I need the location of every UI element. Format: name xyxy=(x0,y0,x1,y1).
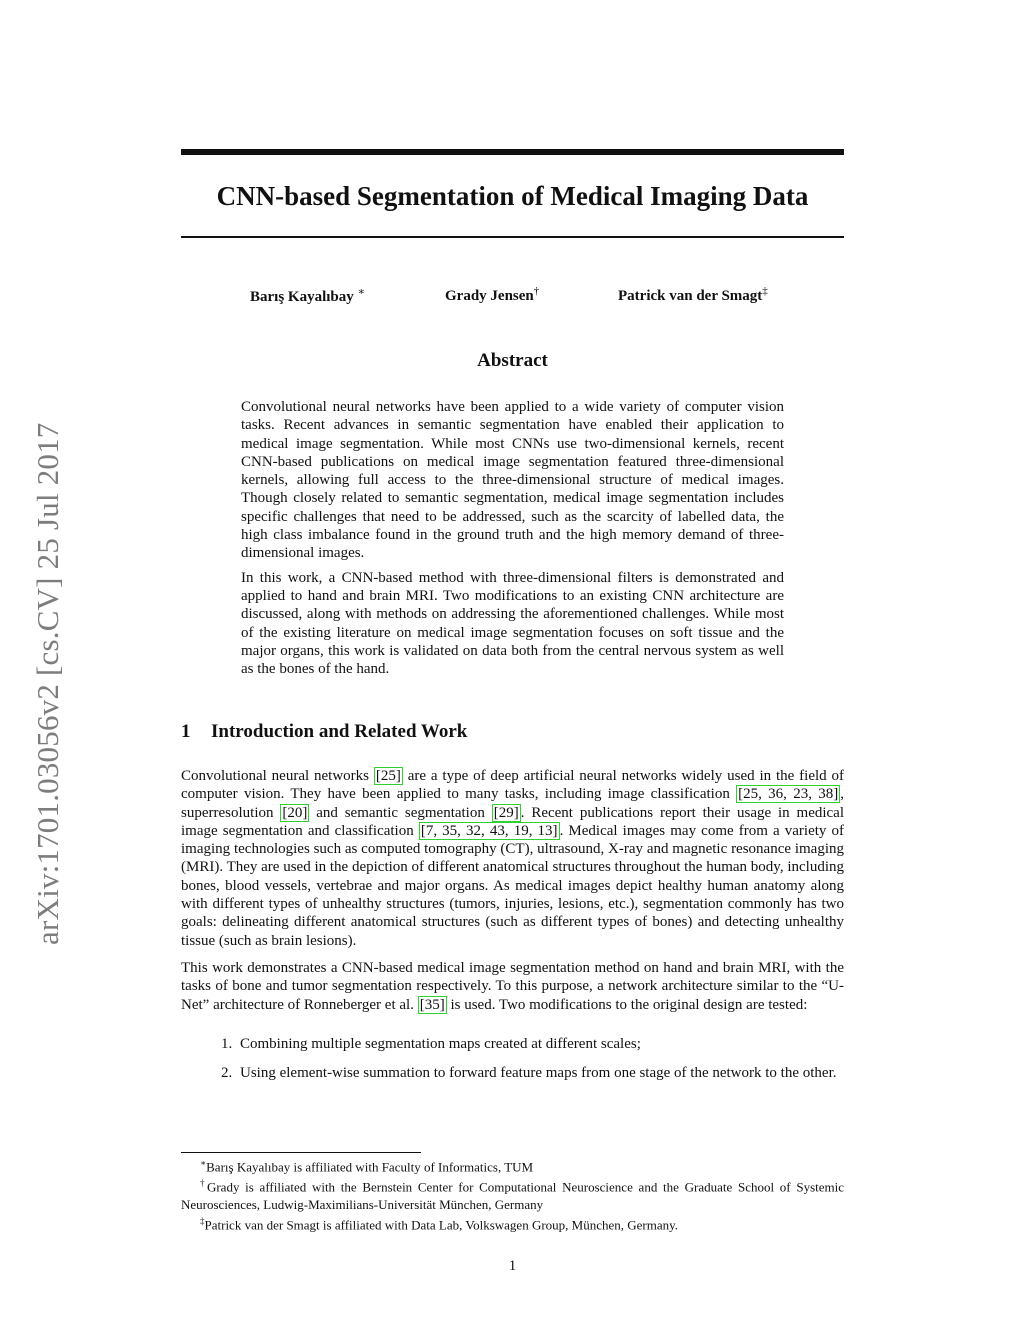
author-footnote-mark: ‡ xyxy=(762,285,768,297)
author-name: Barış Kayalıbay xyxy=(250,289,354,305)
citation-link[interactable]: [20] xyxy=(282,804,308,821)
abstract-heading: Abstract xyxy=(477,350,548,371)
footnote-1 xyxy=(181,1155,844,1175)
text-run: . Medical images may come from a variety of imaging technologies such as computed tomography (CT), ultrasound, X-ray and magnetic resonance imaging (MRI). They are used in the depiction of different anatomical structures throughout the human body, including bones, blood vessels, vertebrae and major organs. As medical images depict healthy human anatomy along with different types of unhealthy structures (tumors, injuries, lesions, etc.), segmentation commonly has two goals: delineating different anatomical structures (such as different types of bones) and detecting unhealthy tissue (such as brain lesions). xyxy=(181,822,844,949)
footnote-text: Grady is affiliated with the Bernstein Center for Computational Neuroscience and the Graduate School of Systemic Neurosciences, Ludwig-Maximilians-Universität München, Germany xyxy=(181,1179,845,1212)
footnotes xyxy=(181,1155,844,1233)
citation-link[interactable]: [25, 36, 23, 38] xyxy=(738,786,839,803)
footnote-text: Patrick van der Smagt is affiliated with Data Lab, Volkswagen Group, München, Germany. xyxy=(204,1216,679,1232)
list-marker: 2. xyxy=(221,1065,233,1082)
footnote-mark: ‡ xyxy=(200,1215,205,1226)
citation-link[interactable]: [7, 35, 32, 43, 19, 13] xyxy=(420,822,558,839)
author-footnote-mark: ∗ xyxy=(357,286,365,298)
author-name: Patrick van der Smagt xyxy=(618,288,763,304)
text-run: is used. Two modifications to the original design are tested: xyxy=(446,996,808,1013)
footnote-mark: ∗ xyxy=(200,1158,207,1168)
author-1 xyxy=(250,285,365,306)
abstract-paragraph-1: Convolutional neural networks have been applied to a wide variety of computer vision tasks. Recent advances in semantic segmentation have enabled their application to medical image segmentation. While most CNNs use two-dimensional kernels, recent CNN-based publications on medical image segmentation featured three-dimensional kernels, allowing full access to the three-dimensional structure of medical images. Though closely related to semantic segmentation, medical image segmentation includes specific challenges that need to be addressed, such as the scarcity of labelled data, the high class imbalance found in the ground truth and the high memory demand of three-dimensional images. xyxy=(241,399,784,562)
introduction-body xyxy=(181,767,844,1093)
list-item-text: Using element-wise summation to forward feature maps from one stage of the network to the other. xyxy=(240,1065,837,1082)
list-marker: 1. xyxy=(221,1035,233,1052)
footnote-rule xyxy=(181,1152,421,1153)
footnote-mark: † xyxy=(200,1178,207,1189)
title-bottom-rule xyxy=(181,236,844,238)
author-name: Grady Jensen xyxy=(445,288,534,304)
text-run: , superresolution xyxy=(181,786,844,821)
author-footnote-mark: † xyxy=(533,285,540,297)
list-item-text: Combining multiple segmentation maps created at different scales; xyxy=(240,1035,641,1052)
citation-link[interactable]: [25] xyxy=(375,768,401,784)
abstract-paragraph-2: In this work, a CNN-based method with three-dimensional filters is demonstrated and applied to hand and brain MRI. Two modifications to an existing CNN architecture are discussed, along with methods on addressing the aforementioned challenges. While most of the existing literature on medical image segmentation focuses on soft tissue and the major organs, this work is validated on data both from the central nervous system as well as the bones of the hand. xyxy=(241,569,784,678)
page-number: 1 xyxy=(508,1258,517,1274)
text-run: and semantic segmentation xyxy=(309,804,492,821)
list-item xyxy=(181,1035,844,1053)
footnote-text: Barış Kayalıbay is affiliated with Faculty of Informatics, TUM xyxy=(206,1159,534,1175)
list-item xyxy=(181,1064,844,1082)
citation-link[interactable]: [35] xyxy=(419,996,445,1013)
abstract-body xyxy=(241,398,784,684)
text-run: are a type of deep artificial neural networks widely used in the field of computer vision. They have been applied to many tasks, including image classification xyxy=(181,768,844,803)
footnote-2 xyxy=(181,1175,844,1212)
text-run: This work demonstrates a CNN-based medical image segmentation method on hand and brain MRI, with the tasks of bone and tumor segmentation respectively. To this purpose, a network architecture similar to the “U-Net” architecture of Ronneberger et al. xyxy=(181,959,844,1013)
intro-paragraph-1 xyxy=(181,767,844,950)
title-top-rule xyxy=(181,149,844,155)
arxiv-identifier-stamp: arXiv:1701.03056v2 [cs.CV] 25 Jul 2017 xyxy=(30,422,65,945)
citation-link[interactable]: [29] xyxy=(493,804,519,821)
intro-paragraph-2 xyxy=(181,959,844,1014)
modifications-list xyxy=(181,1035,844,1083)
section-number: 1 xyxy=(181,721,191,742)
paper-title: CNN-based Segmentation of Medical Imaging Data xyxy=(216,181,809,211)
author-2 xyxy=(445,285,539,305)
text-run: . Recent publications report their usage in medical image segmentation and classification xyxy=(181,804,845,839)
author-3 xyxy=(618,285,768,305)
section-heading xyxy=(181,721,844,743)
text-run: Convolutional neural networks xyxy=(181,768,374,784)
footnote-3 xyxy=(181,1213,844,1233)
section-title: Introduction and Related Work xyxy=(211,721,468,742)
